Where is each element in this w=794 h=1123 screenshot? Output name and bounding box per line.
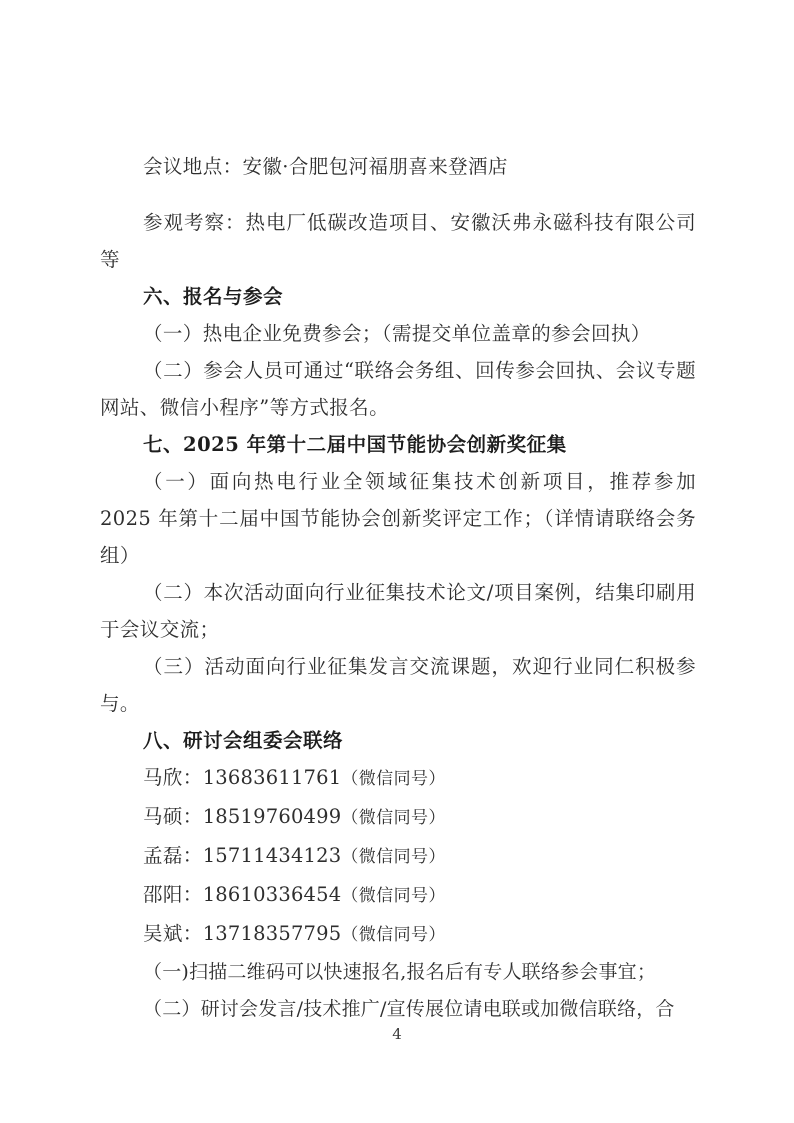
section-eight-note-2: （二）研讨会发言/技术推广/宣传展位请电联或加微信联络，合 bbox=[143, 998, 675, 1020]
section-seven-heading-rest: 年第十二届中国节能协会创新奖征集 bbox=[239, 433, 567, 456]
contact-phone: 13718357795 bbox=[202, 922, 342, 945]
section-six-item-2: （二）参会人员可通过“联络会务组、回传参会回执、会议专题网站、微信小程序”等方式报名。 bbox=[100, 359, 696, 419]
contact-phone: 18610336454 bbox=[202, 883, 342, 906]
contact-row bbox=[100, 876, 696, 915]
contact-phone: 13683611761 bbox=[202, 766, 342, 789]
contact-wechat-note: （微信同号） bbox=[341, 808, 446, 828]
section-eight-note-1: （一)扫描二维码可以快速报名,报名后有专人联络参会事宜； bbox=[143, 961, 657, 983]
contact-name: 马欣： bbox=[143, 766, 203, 789]
page-number: 4 bbox=[392, 1025, 402, 1043]
contact-row bbox=[100, 837, 696, 876]
contact-row bbox=[100, 759, 696, 798]
contact-row bbox=[100, 915, 696, 954]
section-six-heading: 六、报名与参会 bbox=[143, 285, 284, 308]
contact-name: 孟磊： bbox=[143, 844, 203, 867]
contact-phone: 15711434123 bbox=[202, 844, 342, 867]
page-footer bbox=[0, 1024, 794, 1043]
section-six-item-1: （一）热电企业免费参会；（需提交单位盖章的参会回执） bbox=[143, 322, 651, 345]
section-seven-item-1: （一）面向热电行业全领域征集技术创新项目，推荐参加 2025 年第十二届中国节能协会创新奖评定工作；（详情请联络会务组） bbox=[100, 470, 696, 567]
contact-wechat-note: （微信同号） bbox=[341, 886, 446, 906]
contact-wechat-note: （微信同号） bbox=[341, 925, 446, 945]
contact-name: 邵阳： bbox=[143, 883, 203, 906]
contact-phone: 18519760499 bbox=[202, 805, 342, 828]
contact-name: 马硕： bbox=[143, 805, 203, 828]
contact-row bbox=[100, 798, 696, 837]
meeting-venue-line: 会议地点：安徽·合肥包河福朋喜来登酒店 bbox=[143, 154, 508, 178]
contact-name: 吴斌： bbox=[143, 922, 203, 945]
section-seven-heading-year: 2025 bbox=[183, 433, 240, 456]
section-seven-item-3: （三）活动面向行业征集发言交流课题，欢迎行业同仁积极参与。 bbox=[100, 655, 696, 715]
contact-wechat-note: （微信同号） bbox=[341, 769, 446, 789]
section-seven-item-2: （二）本次活动面向行业征集技术论文/项目案例，结集印刷用于会议交流； bbox=[100, 581, 696, 641]
section-seven-heading bbox=[100, 426, 696, 463]
document-body bbox=[100, 128, 696, 1028]
section-eight-heading: 八、研讨会组委会联络 bbox=[143, 729, 344, 752]
contact-wechat-note: （微信同号） bbox=[341, 847, 446, 867]
site-visit-line: 参观考察：热电厂低碳改造项目、安徽沃弗永磁科技有限公司等 bbox=[100, 211, 696, 271]
section-seven-heading-prefix: 七、 bbox=[143, 433, 184, 456]
